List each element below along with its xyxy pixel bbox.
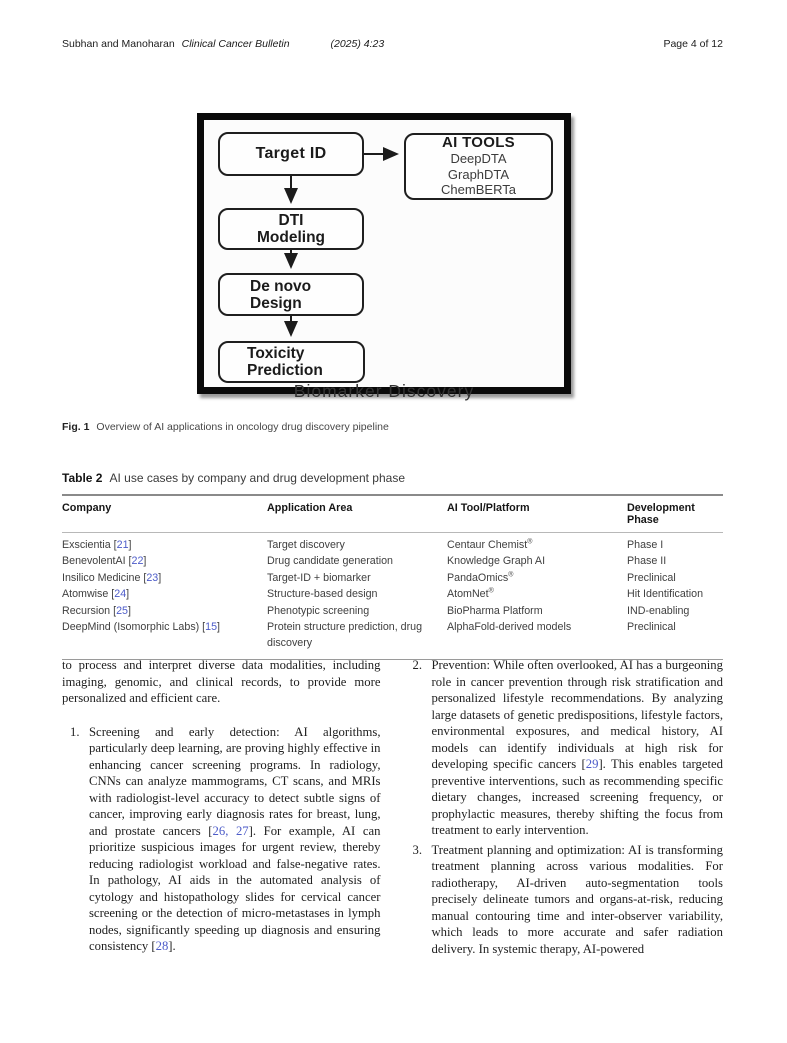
journal-name: Clinical Cancer Bulletin: [181, 38, 290, 50]
list-item-2: [405, 657, 724, 839]
paragraph: to process and interpret diverse data modalities, including imaging, genomic, and clinical records, to provide more personalized and efficient care.: [62, 658, 381, 705]
table-cell: Drug candidate generation: [267, 555, 393, 568]
page-number: Page 4 of 12: [663, 38, 723, 50]
list-item-text: Treatment planning and optimization: AI is transforming treatment planning across various modalities. For radiotherapy, AI-driven auto-segmentation tools precisely delineate tumors and organs-at-risk, reducing manual contouring time and inter-observer variability, which leads to more accurate and safer radiation delivery. In systemic therapy, AI-powered: [431, 842, 723, 956]
figure-label: Fig. 1: [62, 421, 90, 433]
list-item-3: [405, 842, 724, 958]
table-row: [62, 537, 723, 553]
table-cell: Preclinical: [627, 621, 676, 634]
table-2: [62, 471, 723, 660]
table-cell: Atomwise [24]: [62, 588, 130, 601]
table-cell: Target-ID + biomarker: [267, 571, 371, 584]
flow-box-dti-modeling: [218, 208, 364, 250]
table-row: [62, 570, 723, 586]
table-cell: Exscientia [21]: [62, 539, 132, 551]
running-head-left: [62, 38, 384, 50]
column-header: Development Phase: [627, 502, 695, 526]
citation-link[interactable]: 15: [205, 621, 218, 634]
table-cell: Hit Identification: [627, 588, 704, 601]
flow-box-toxicity-prediction: [218, 341, 365, 383]
citation-link[interactable]: 28: [155, 939, 169, 953]
table-cell: Recursion [25]: [62, 604, 131, 617]
flow-box-ai-tools: [404, 133, 553, 200]
table-cell: Protein structure prediction, drug discovery: [267, 621, 423, 650]
flow-label: Prediction: [247, 362, 323, 379]
flow-label: Target ID: [255, 145, 327, 162]
right-column: [405, 657, 724, 957]
table-cell: Phase I: [627, 539, 664, 551]
table-title-text: AI use cases by company and drug development phase: [109, 471, 405, 485]
table-cell: Target discovery: [267, 539, 345, 551]
flow-label: De novo: [250, 277, 312, 295]
table-row: [62, 603, 723, 619]
flow-tool-item: ChemBERTa: [441, 182, 516, 198]
list-item-text: Prevention: While often overlooked, AI has a burgeoning role in cancer prevention through risk stratification and personalized lifestyle recommendations. By analyzing large datasets of genetic predispositions, lifestyle factors, environmental exposures, and medical history, AI models can identify individuals at high risk for developing specific cancers [29]. This enables targeted preventive interventions, such as recommending specific dietary changes, increased screening frequency, or prophylactic measures, thereby shifting the focus from treatment to early intervention.: [431, 658, 723, 837]
list-item-1: [62, 724, 381, 955]
table-row: [62, 553, 723, 569]
table-cell: Knowledge Graph AI: [447, 555, 546, 568]
citation-link[interactable]: 21: [116, 539, 129, 551]
table-row: [62, 619, 723, 652]
authors: Subhan and Manoharan: [62, 38, 175, 50]
list-item-text: Screening and early detection: AI algorithms, particularly deep learning, are proving highly effective in enhancing cancer screening programs. In radiology, CNNs can analyze mammograms, CT scans, and MRIs with radiologist-level accuracy to detect subtle signs of cancer, improving early diagnosis rates for breast, lung, and prostate cancers [26, 27]. For example, AI can prioritize suspicious images for urgent review, thereby reducing radiologist workload and false-negative rates. In pathology, AI aids in the automated analysis of cytology and histopathology slides for cervical cancer screening or the detection of micro-metastases in lymph nodes, significantly speeding up diagnosis and ensuring consistency [28].: [89, 724, 381, 953]
citation-link[interactable]: 26, 27: [212, 823, 249, 838]
table-cell: AlphaFold-derived models: [447, 621, 572, 634]
flow-label: DTI: [278, 212, 304, 229]
figure-caption-text: Overview of AI applications in oncology drug discovery pipeline: [96, 421, 389, 433]
table-body: [62, 533, 723, 660]
table-cell: IND-enabling: [627, 604, 690, 617]
table-cell: Phase II: [627, 555, 667, 568]
citation-link[interactable]: 22: [131, 555, 144, 568]
citation-link[interactable]: 29: [585, 757, 599, 771]
table-cell: Insilico Medicine [23]: [62, 571, 162, 584]
flow-box-de-novo-design: [218, 273, 364, 316]
citation-link[interactable]: 24: [114, 588, 127, 601]
citation-link[interactable]: 25: [116, 604, 128, 617]
flow-box-target-id: [218, 132, 364, 176]
list-number: 2.: [412, 658, 423, 672]
table-cell: PandaOmics®: [447, 571, 514, 584]
table-cell: Preclinical: [627, 571, 676, 584]
flow-tool-item: GraphDTA: [447, 166, 510, 182]
table-cell: Structure-based design: [267, 588, 378, 601]
body-text: [62, 657, 723, 957]
figure-1-caption: [62, 421, 389, 433]
list-number: 3.: [412, 842, 423, 857]
table-cell: BioPharma Platform: [447, 604, 543, 617]
table-label: Table 2: [62, 471, 103, 485]
running-head: [62, 38, 723, 50]
figure-1-image: [197, 113, 571, 401]
flow-banner-biomarker-discovery: Biomarker Discovery: [293, 381, 475, 401]
table-cell: AtomNet®: [447, 587, 494, 601]
column-header: Application Area: [267, 502, 353, 514]
table-cell: Phenotypic screening: [267, 604, 370, 617]
table-row: [62, 586, 723, 602]
flow-label: Design: [250, 294, 302, 312]
column-header: Company: [62, 502, 112, 514]
list-number: 1.: [70, 724, 80, 739]
table-cell: BenevolentAI [22]: [62, 555, 147, 568]
flow-label: AI TOOLS: [442, 134, 515, 152]
left-column: [62, 657, 381, 957]
table-header-row: [62, 494, 723, 533]
flow-label: Modeling: [256, 229, 326, 246]
flow-label: Toxicity: [247, 345, 305, 362]
issue-citation: (2025) 4:23: [330, 38, 385, 50]
table-2-title: [62, 471, 723, 485]
column-header: AI Tool/Platform: [447, 502, 530, 514]
table-cell: DeepMind (Isomorphic Labs) [15]: [62, 621, 221, 634]
table-cell: Centaur Chemist®: [447, 538, 533, 551]
citation-link[interactable]: 23: [146, 571, 159, 584]
flow-tool-item: DeepDTA: [450, 151, 507, 167]
